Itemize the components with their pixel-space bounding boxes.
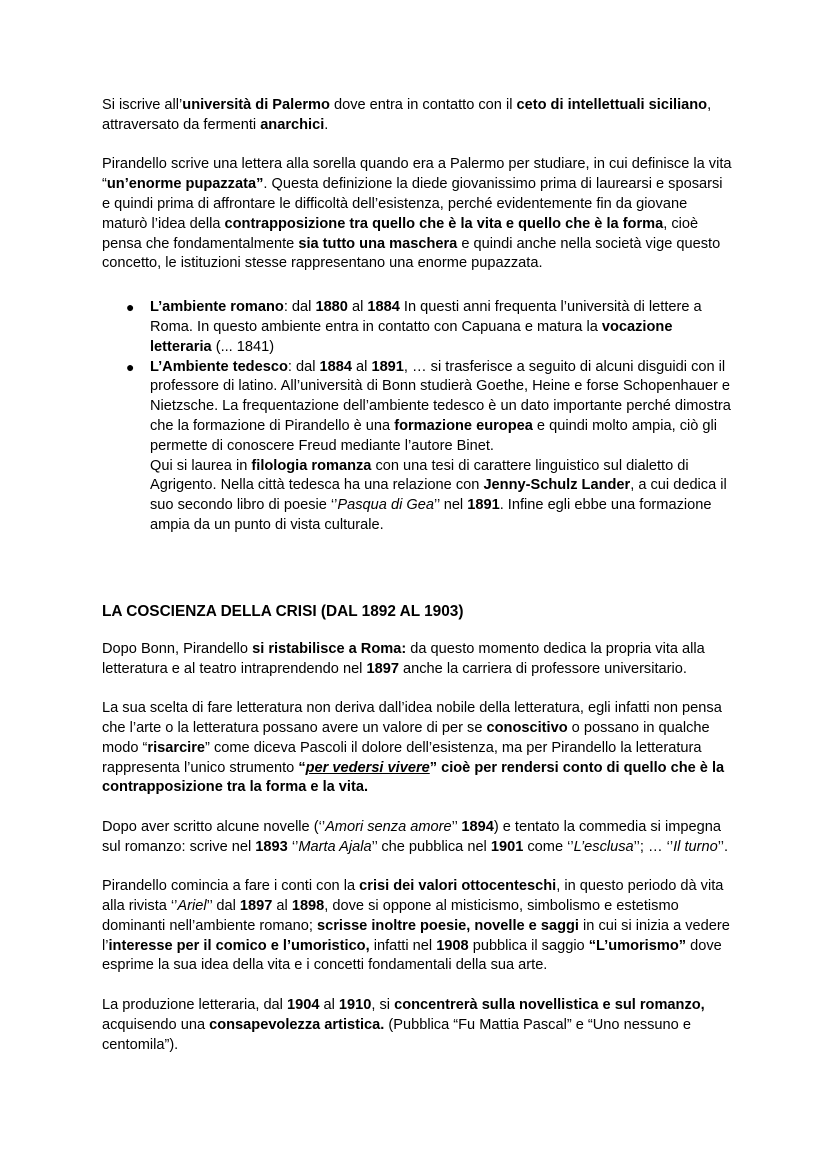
paragraph-palermo: Si iscrive all’università di Palermo dove entra in contatto con il ceto di intellettuali siciliano, attraversato da fermenti anarchici. bbox=[102, 97, 712, 133]
list-item-text: L’ambiente romano: dal 1880 al 1884 In questi anni frequenta l’università di lettere a Roma. In questo ambiente entra in contatto con Capuana e matura la vocazione letteraria (... 1841) bbox=[150, 299, 702, 355]
paragraph-produzione: La produzione letteraria, dal 1904 al 1910, si concentrerà sulla novellistica e sul romanzo, acquisendo una consapevolezza artistica. (Pubblica “Fu Mattia Pascal” e “Uno nessuno e centomila”). bbox=[102, 997, 705, 1053]
paragraph-novelle: Dopo aver scritto alcune novelle (‘’Amori senza amore’’ 1894) e tentato la commedia si impegna sul romanzo: scrive nel 1893 ‘’Marta Ajala’’ che pubblica nel 1901 come ‘’L’esclusa’’; … ‘’Il turno’’. bbox=[102, 818, 729, 855]
list-item-ambiente-romano bbox=[126, 298, 732, 357]
paragraph-pupazzata: Pirandello scrive una lettera alla sorella quando era a Palermo per studiare, in cui definisce la vita “un’enorme pupazzata”. Questa definizione la diede giovanissimo prima di laurearsi e sposarsi e quindi prima di affrontare le difficoltà dell’esistenza, perché evidentemente fin da giovane maturò l’idea della contrapposizione tra quello che è la vita e quello che è la forma, cioè pensa che fondamentalmente sia tutto una maschera e quindi anche nella società vige questo concetto, le istituzioni stesse rappresentano una enorme pupazzata. bbox=[102, 156, 732, 272]
bullet-icon: ● bbox=[126, 358, 135, 375]
document-page bbox=[102, 96, 732, 1075]
paragraph-crisi-valori: Pirandello comincia a fare i conti con la crisi dei valori ottocenteschi, in questo periodo dà vita alla rivista ‘’Ariel’’ dal 1897 al 1898, dove si oppone al misticismo, simbolismo e estetismo dominanti nell’ambiente romano; scrisse inoltre poesie, novelle e saggi in cui si inizia a vedere l’interesse per il comico e l’umoristico, infatti nel 1908 pubblica il saggio “L’umorismo” dove esprime la sua idea della vita e i concetti fondamentali della sua arte. bbox=[102, 878, 730, 974]
bullet-icon: ● bbox=[126, 299, 135, 316]
section-heading: LA COSCIENZA DELLA CRISI (DAL 1892 AL 1903) bbox=[102, 602, 464, 620]
paragraph-roma: Dopo Bonn, Pirandello si ristabilisce a Roma: da questo momento dedica la propria vita alla letteratura e al teatro intraprendendo nel 1897 anche la carriera di professore universitario. bbox=[102, 640, 705, 677]
biography-list bbox=[102, 298, 732, 536]
list-item-ambiente-tedesco bbox=[126, 358, 732, 536]
list-item-text: L’Ambiente tedesco: dal 1884 al 1891, … si trasferisce a seguito di alcuni disguidi con il professore di latino. All’università di Bonn studierà Goethe, Heine e forse Schopenhauer e Nietzsche. La frequentazione dell’ambiente tedesco è un dato importante perché dimostra che la formazione di Pirandello è una formazione europea e quindi molto ampia, ciò gli permette di conoscere Freud mediante l’autore Binet. Qui si laurea in filologia romanza con una tesi di carattere linguistico sul dialetto di Agrigento. Nella città tedesca ha una relazione con Jenny-Schulz Lander, a cui dedica il suo secondo libro di poesie ‘’Pasqua di Gea’’ nel 1891. Infine egli ebbe una formazione ampia da un punto di vista culturale. bbox=[150, 358, 731, 533]
paragraph-scelta-letteratura: La sua scelta di fare letteratura non deriva dall’idea nobile della letteratura, egli infatti non pensa che l’arte o la letteratura possano avere un valore di per se conoscitivo o possano in qualche modo “risarcire” come diceva Pascoli il dolore dell’esistenza, ma per Pirandello la letteratura rappresenta l’unico strumento “per vedersi vivere” cioè per rendersi conto di quello che è la contrapposizione tra la forma e la vita. bbox=[102, 700, 725, 796]
